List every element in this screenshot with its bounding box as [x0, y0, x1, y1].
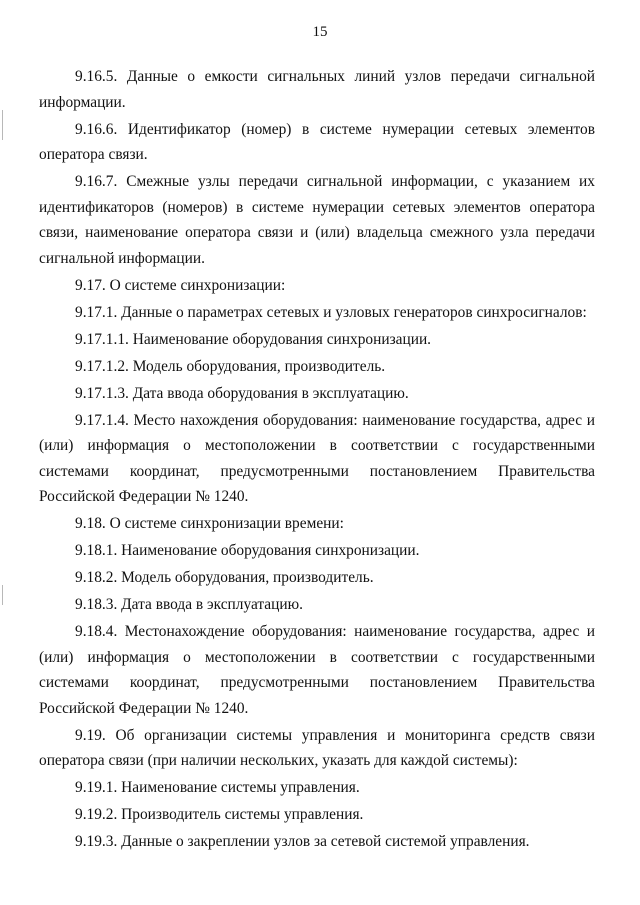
paragraph-9-18: 9.18. О системе синхронизации времени: [75, 515, 344, 532]
paragraph-9-17-1-1: 9.17.1.1. Наименование оборудования синхронизации. [75, 330, 432, 348]
paragraph-9-19-3: 9.19.3. Данные о закреплении узлов за сетевой системой управления. [75, 833, 530, 850]
paragraph-9-17-1-4: 9.17.1.4. Место нахождения оборудования: наименование государства, адрес и (или) информация о местоположении в соответствии с государственными системами координат, предусмотренными постановлением Правительства Российской Федерации № 1240. [39, 411, 595, 505]
document-body [39, 64, 595, 855]
page-number: 15 [312, 24, 328, 40]
paragraph-9-17-1-2: 9.17.1.2. Модель оборудования, производитель. [75, 357, 386, 375]
scan-edge-mark [2, 110, 3, 140]
paragraph-9-19: 9.19. Об организации системы управления и мониторинга средств связи оператора связи (при наличии нескольких, указать для каждой системы): [39, 726, 595, 769]
paragraph-9-16-7: 9.16.7. Смежные узлы передачи сигнальной информации, с указанием их идентификаторов (номеров) в системе нумерации сетевых элементов оператора связи, наименование оператора связи и (или) владельца смежного узла передачи сигнальной информации. [39, 173, 595, 267]
paragraph-9-19-2: 9.19.2. Производитель системы управления. [75, 806, 364, 823]
paragraph-9-17-1-3: 9.17.1.3. Дата ввода оборудования в эксплуатацию. [75, 384, 409, 402]
paragraph-9-18-2: 9.18.2. Модель оборудования, производитель. [75, 569, 374, 586]
paragraph-9-17-1: 9.17.1. Данные о параметрах сетевых и узловых генераторов синхросигналов: [75, 303, 587, 321]
paragraph-9-18-3: 9.18.3. Дата ввода в эксплуатацию. [75, 596, 303, 613]
paragraph-9-18-1: 9.18.1. Наименование оборудования синхронизации. [75, 542, 420, 559]
paragraph-9-16-6: 9.16.6. Идентификатор (номер) в системе нумерации сетевых элементов оператора связи. [39, 120, 595, 163]
scan-edge-mark [2, 585, 3, 605]
paragraph-9-17: 9.17. О системе синхронизации: [75, 276, 286, 294]
paragraph-9-16-5: 9.16.5. Данные о емкости сигнальных линий узлов передачи сигнальной информации. [39, 68, 595, 111]
paragraph-9-19-1: 9.19.1. Наименование системы управления. [75, 779, 360, 796]
paragraph-9-18-4: 9.18.4. Местонахождение оборудования: наименование государства, адрес и (или) информация о местоположении в соответствии с государственными системами координат, предусмотренными постановлением Правительства Российской Федерации № 1240. [39, 623, 595, 717]
